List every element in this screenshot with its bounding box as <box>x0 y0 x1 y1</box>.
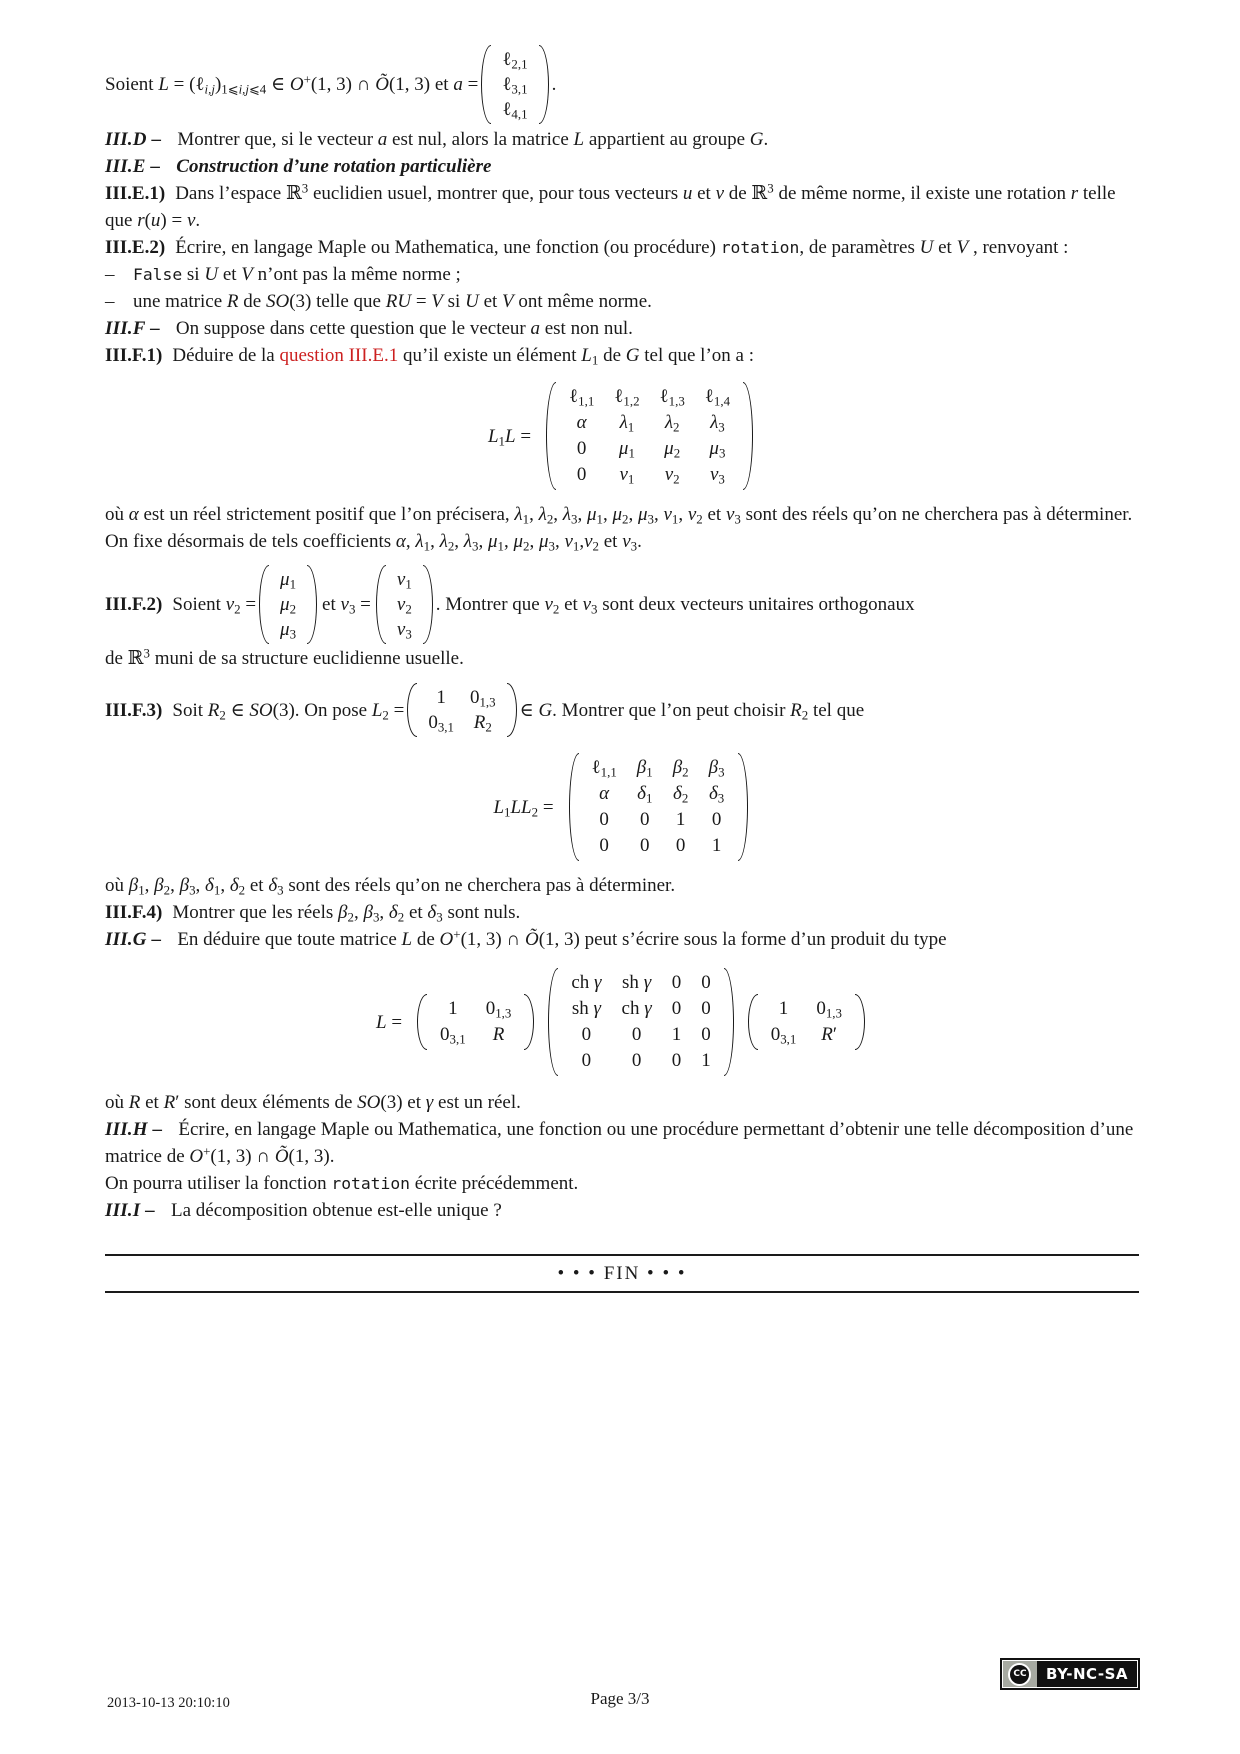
question-iiie1-text: Dans l’espace ℝ$^3$ euclidien usuel, montrer que, pour tous vecteurs u et v de ℝ$^3$ de même norme, il existe une rotation r telle que r(u) = v. <box>105 180 1116 231</box>
vector-v2-matrix: $\mu_1$ $\mu_2$ $\mu_3$ <box>259 564 317 645</box>
question-iiif2-seg3: . Montrer que $v_2$ et $v_3$ sont deux vecteurs unitaires orthogonaux <box>435 593 915 617</box>
page-content <box>105 42 1139 1293</box>
question-iiie2-label: III.E.2) <box>105 237 166 258</box>
footer-timestamp: 2013-10-13 20:10:10 <box>107 1695 230 1711</box>
question-iiif2-seg2: et $v_3$ = <box>322 593 371 617</box>
cc-license-badge-inner <box>1002 1660 1138 1688</box>
equation-decomposition-lhs: L = <box>376 1011 403 1033</box>
question-iiif3-label: III.F.3) <box>105 699 163 721</box>
question-iiif3 <box>105 680 1139 740</box>
bullet-matrice <box>105 288 1139 315</box>
question-iiii <box>105 1197 1139 1224</box>
matrix-block-rprime: 1 $0_{1,3}$ $0_{3,1}$ R′ <box>748 993 865 1051</box>
question-iiif1-pre: Déduire de la <box>172 345 280 366</box>
question-iiif1 <box>105 342 1139 369</box>
question-iiif3-seg1: Soit $R_2$ ∈ SO(3). On pose $L_2$ = <box>172 699 405 723</box>
matrix-l1l: ℓ$_{1,1}$ ℓ$_{1,2}$ ℓ$_{1,3}$ ℓ$_{1,4}$ α $\lambda_1$ $\lambda_2$ $\lambda_3$ 0 $\mu_1$ $\mu_2$ $\mu_3$ 0 $\nu_1$ $\nu_2$ $\nu_3$ <box>546 381 753 491</box>
question-iiif3-seg2: ∈ G. Montrer que l’on peut choisir $R_2$ tel que <box>519 699 865 723</box>
paragraph-alpha: où α est un réel strictement positif que l’on précisera, $\lambda_1$, $\lambda_2$, $\lambda_3$, $\mu_1$, $\mu_2$, $\mu_3$, $\nu_1$, $\nu_2$ et $\nu_3$ sont des réels qu’on ne cherchera pas à déterminer. <box>105 504 1133 527</box>
question-iiig-label: III.G – <box>105 929 162 950</box>
vector-v3-matrix: $\nu_1$ $\nu_2$ $\nu_3$ <box>376 564 433 645</box>
equation-l1ll2-lhs: $L_1LL_2$ = <box>493 796 554 820</box>
bullet-false <box>105 261 1139 288</box>
question-iiii-label: III.I – <box>105 1200 155 1221</box>
matrix-l2: 1 $0_{1,3}$ $0_{3,1}$ $R_2$ <box>407 682 516 738</box>
question-iiih <box>105 1116 1139 1170</box>
question-iiif4-text: Montrer que les réels $\beta_2$, $\beta_3$, $\delta_2$ et $\delta_3$ sont nuls. <box>172 902 521 925</box>
equation-l1l <box>105 381 1139 491</box>
question-iiig-text: En déduire que toute matrice L de O+(1, 3) ∩ Õ(1, 3) peut s’écrire sous la forme d’un produit du type <box>177 926 947 950</box>
bullet-dash: – <box>105 264 115 285</box>
equation-decomposition <box>105 967 1139 1077</box>
cc-circle-glyph: CC <box>1008 1663 1031 1686</box>
fin-rule-top <box>105 1254 1139 1256</box>
section-iiie-label: III.E – <box>105 156 161 177</box>
question-iiih-label: III.H – <box>105 1119 163 1140</box>
paragraph-rotation: On pourra utiliser la fonction rotation écrite précédemment. <box>105 1173 579 1194</box>
equation-l1l-lhs: $L_1L$ = <box>487 425 532 449</box>
matrix-block-r: 1 $0_{1,3}$ $0_{3,1}$ R <box>417 993 534 1051</box>
vector-a-matrix: ℓ$_{2,1}$ ℓ$_{3,1}$ ℓ$_{4,1}$ <box>481 44 548 125</box>
matrix-boost: ch γ sh γ 0 0 sh γ ch γ 0 0 0 0 1 0 0 0 0 1 <box>548 967 733 1077</box>
paragraph-r-rprime: où R et R′ sont deux éléments de SO(3) et γ est un réel. <box>105 1092 521 1113</box>
fin-block <box>105 1254 1139 1293</box>
matrix-l1ll2: ℓ$_{1,1}$ $\beta_1$ $\beta_2$ $\beta_3$ α $\delta_1$ $\delta_2$ $\delta_3$ 0 0 1 0 0 0 0 1 <box>569 752 748 862</box>
equation-l1ll2 <box>105 752 1139 862</box>
question-iiif-text: On suppose dans cette question que le vecteur a est non nul. <box>175 318 633 339</box>
question-iiif4 <box>105 899 1139 926</box>
footer-page-number: Page 3/3 <box>590 1689 650 1708</box>
intro-text: Soient $L = (\ell_{i,j})_{1⩽i,j⩽4}$ ∈ O+(1, 3) ∩ Õ(1, 3) et a = <box>105 71 479 97</box>
cc-license-badge[interactable] <box>1000 1658 1140 1690</box>
question-iiih-text: Écrire, en langage Maple ou Mathematica, une fonction ou une procédure permettant d’obtenir une telle décomposition d’une matrice de O+(1, 3) ∩ Õ(1, 3). <box>105 1119 1134 1167</box>
question-iiid-text: Montrer que, si le vecteur a est nul, alors la matrice L appartient au groupe G. <box>177 129 769 150</box>
question-iiif <box>105 315 1139 342</box>
section-iiie-heading <box>105 153 1139 180</box>
link-question-iiie1[interactable]: question III.E.1 <box>279 345 399 366</box>
question-iiif-label: III.F – <box>105 318 160 339</box>
question-iiif2-seg1: Soient $v_2$ = <box>172 593 257 617</box>
question-iiif2-label: III.F.2) <box>105 593 163 615</box>
fin-rule-bottom <box>105 1291 1139 1293</box>
question-iiif4-label: III.F.4) <box>105 902 163 923</box>
question-iiif1-label: III.F.1) <box>105 345 163 366</box>
section-iiie-title: Construction d’une rotation particulière <box>176 156 492 177</box>
intro-line <box>105 42 1139 126</box>
paragraph-fixe: On fixe désormais de tels coefficients α, $\lambda_1$, $\lambda_2$, $\lambda_3$, $\mu_1$, $\mu_2$, $\mu_3$, $\nu_1,\nu_2$ et $\nu_3$. <box>105 531 642 554</box>
question-iiie1 <box>105 180 1139 234</box>
question-iiig <box>105 926 1139 953</box>
question-iiif2-cont: de ℝ$^3$ muni de sa structure euclidienne usuelle. <box>105 645 464 669</box>
question-iiid <box>105 126 1139 153</box>
paragraph-beta: où $\beta_1$, $\beta_2$, $\beta_3$, $\delta_1$, $\delta_2$ et $\delta_3$ sont des réels qu’on ne cherchera pas à déterminer. <box>105 875 676 898</box>
cc-license-label: BY-NC-SA <box>1045 1664 1128 1683</box>
cc-logo-icon <box>1003 1661 1037 1687</box>
question-iiif1-post: qu’il existe un élément $L_1$ de G tel que l’on a : <box>398 345 754 368</box>
question-iiif2 <box>105 563 1139 645</box>
intro-period: . <box>551 73 557 95</box>
question-iiie2-text: Écrire, en langage Maple ou Mathematica, une fonction (ou procédure) rotation, de paramètres U et V , renvoyant : <box>175 237 1069 258</box>
fin-text: • • • FIN • • • <box>557 1263 687 1284</box>
bullet-false-text: False si U et V n’ont pas la même norme ; <box>133 264 461 285</box>
question-iiie1-label: III.E.1) <box>105 183 166 204</box>
question-iiie2 <box>105 234 1139 261</box>
bullet-matrice-text: une matrice R de SO(3) telle que RU = V si U et V ont même norme. <box>133 291 652 312</box>
question-iiii-text: La décomposition obtenue est-elle unique ? <box>170 1200 502 1221</box>
question-iiid-label: III.D – <box>105 129 162 150</box>
bullet-dash: – <box>105 291 115 312</box>
